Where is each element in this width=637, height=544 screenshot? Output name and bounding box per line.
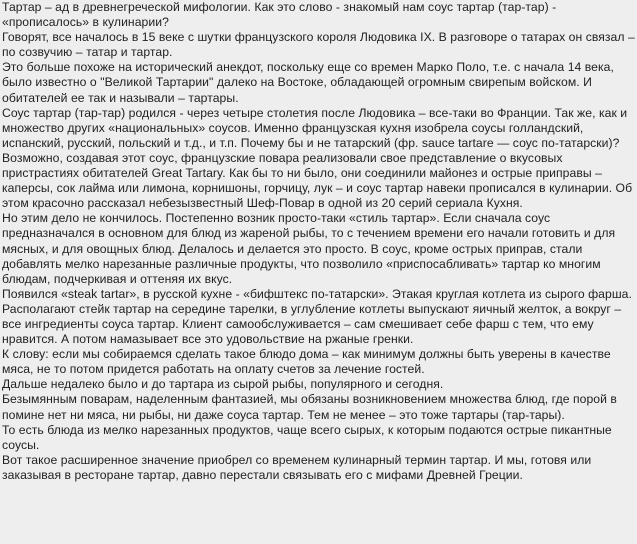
paragraph-5: Возможно, создавая этот соус, французские повара реализовали свое представление о вкусовых пристрастиях обитателей Great Tartary. Как бы то ни было, они соединили майонез и острые приправы – каперсы, сок лайма или лимона, корнишоны, горчицу, лук – и соус тартар навеки прописался в кулинарии. Об этом красочно рассказал небезызвестный Шеф-Повар в одной из 20 серий сериала Кухня.	[2, 150, 633, 211]
paragraph-3: Это больше похоже на исторический анекдот, поскольку еще со времен Марко Поло, т.е. с начала 14 века, было известно о "Великой Тартарии" далеко на Востоке, обладающей огромным свирепым войском. И обитателей ее так и называли – тартары.	[2, 60, 614, 105]
paragraph-9: Дальше недалеко было и до тартара из сырой рыбы, популярного и сегодня.	[2, 377, 444, 392]
paragraph-8: К слову: если мы собираемся сделать такое блюдо дома – как минимум должны быть уверены в качестве мяса, не то потом придется работать на оплату счетов за лечение гостей.	[2, 347, 611, 377]
paragraph-6: Но этим дело не кончилось. Постепенно возник просто-таки «стиль тартар». Если сначала соус предназначался в основном для блюд из жареной рыбы, то с течением времени его начали готовить и для мясных, и для овощных блюд. Делалось и делается это просто. В соус, кроме острых приправ, стали добавлять мелко нарезанные различные продукты, что позволило «приспосабливать» тартар ко многим блюдам, подчеркивая и оттеняя их вкус.	[2, 211, 616, 286]
paragraph-10: Безымянным поварам, наделенным фантазией, мы обязаны возникновением множества блюд, где порой в помине нет ни мяса, ни рыбы, ни даже соуса тартар. Тем не менее – это тоже тартары (тар-тары).	[2, 392, 617, 422]
paragraph-11: То есть блюда из мелко нарезанных продуктов, чаще всего сырых, к которым подаются острые пикантные соусы.	[2, 422, 612, 452]
paragraph-2: Говорят, все началось в 15 веке с шутки французского короля Людовика IX. В разговоре о татарах он связал – по созвучию – татар и тартар.	[2, 30, 635, 60]
paragraph-7: Появился «steak tartar», в русской кухне - «бифштекс по-татарски». Этакая круглая котлета из сырого фарша. Располагают стейк тартар на середине тарелки, в углубление котлеты выпускают яичный желток, а вокруг – все ингредиенты соуса тартар. Клиент самообслуживается – сам смешивает себе фарш с тем, что ему нравится. А потом намазывает все это удовольствие на ржаные гренки.	[2, 286, 632, 347]
paragraph-4: Соус тартар (тар-тар) родился - через четыре столетия после Людовика – все-таки во Франции. Так же, как и множество других «национальных» соусов. Именно французская кухня изобрела соусы голландский, испанский, русский, польский и т.д., и т.п. Почему бы и не татарский (фр. sauce tartare — соус по-татарски)?	[2, 105, 628, 150]
paragraph-12: Вот такое расширенное значение приобрел со временем кулинарный термин тартар. И мы, готовя или заказывая в ресторане тартар, давно перестали связывать его с мифами Древней Греции.	[2, 452, 592, 482]
paragraph-1: Тартар – ад в древнегреческой мифологии. Как это слово - знакомый нам соус тартар (тар-тар) - «прописалось» в кулинарии?	[2, 0, 557, 30]
